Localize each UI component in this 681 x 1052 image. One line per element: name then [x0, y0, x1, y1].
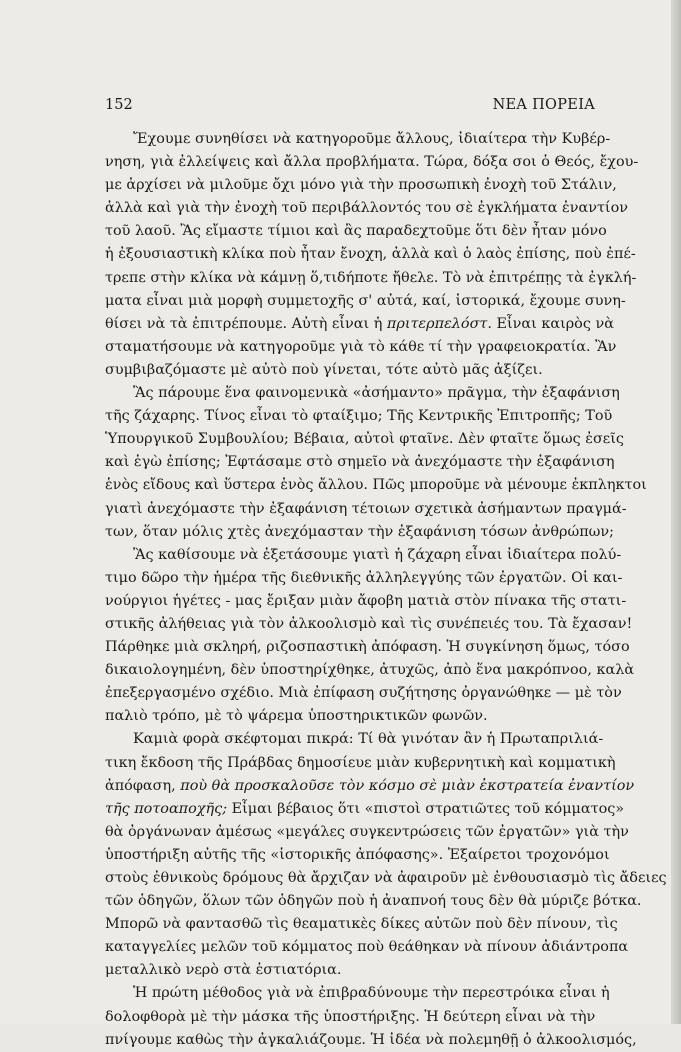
text-run: τοῦ λαοῦ. Ἂς εἴμαστε τίμιοι καὶ ἂς παραδεχτοῦμε ὅτι δὲν ἦταν μόνο: [105, 223, 607, 240]
text-line: [105, 174, 617, 197]
text-line: [105, 775, 635, 798]
text-run: τρεπε στὴν κλίκα νὰ κάμνῃ ὅ,τιδήποτε ἤθελε. Τὸ νὰ ἐπιτρέπῃς τὰ ἐγκλή-: [105, 269, 637, 286]
text-run: Ἂς καθίσουμε νὰ ἐξετάσουμε γιατὶ ἡ ζάχαρη εἶναι ἰδιαίτερα πολύ-: [133, 546, 622, 563]
text-run: καταγγελίες μελῶν τοῦ κόμματος ποὺ θεάθηκαν νὰ πίνουν ἀδιάντροπα: [105, 939, 629, 956]
text-line: [105, 1006, 595, 1029]
text-run: Μπορῶ νὰ φαντασθῶ τὶς θεαματικὲς δίκες αὐτῶν ποὺ δὲν πίνουν, τὶς: [105, 916, 618, 933]
text-run: τικη ἔκδοση τῆς Πράβδας δημοσίευε μιὰν κυβερνητικὴ καὶ κομματικὴ: [105, 754, 616, 771]
text-run: νηση, γιὰ ἐλλείψεις καὶ ἄλλα προβλήματα. Τώρα, δόξα σοι ὁ Θεός, ἔχου-: [105, 154, 639, 171]
text-run: στικῆς ἀλήθειας γιὰ τὸν ἀλκοολισμὸ καὶ τὶς συνέπειές του. Τὰ ἔχασαν!: [105, 615, 633, 632]
page-header: [105, 97, 595, 119]
text-run: ἡ ἐξουσιαστικὴ κλίκα ποὺ ἦταν ἔνοχη, ἀλλὰ καὶ ὁ λαὸς ἐπίσης, ποὺ ἐπέ-: [105, 246, 636, 263]
text-run: Ὑπουργικοῦ Συμβουλίου; Βέβαια, αὐτοὶ φταῖνε. Δὲν φταῖτε ὅμως ἐσεῖς: [105, 431, 624, 448]
text-line: [105, 474, 647, 497]
text-line: [105, 913, 618, 936]
italic-run: ποὺ θὰ προσκαλοῦσε τὸν κόσμο σὲ μιὰν ἐκστρατεία ἐναντίον: [180, 777, 635, 794]
text-run: πνίγουμε καθὼς τὴν ἀγκαλιάζουμε. Ἡ ἰδέα νὰ πολεμηθῇ ὁ ἀλκοολισμός,: [105, 1031, 637, 1048]
text-line: [105, 267, 637, 290]
text-line: [105, 728, 604, 751]
text-line: [105, 428, 624, 451]
text-line: [105, 498, 627, 521]
text-run: δολοφθορὰ μὲ τὴν μάσκα τῆς ὑποστήριξης. Ἡ δεύτερη εἶναι νὰ τὴν: [105, 1008, 596, 1025]
text-line: [105, 1029, 637, 1052]
text-line: [105, 359, 595, 382]
text-run: τῆς ζάχαρης. Τίνος εἶναι τὸ φταίξιμο; Τῆς Κεντρικῆς Ἐπιτροπῆς; Τοῦ: [105, 408, 613, 425]
text-run: ματα εἶναι μιὰ μορφὴ συμμετοχῆς σ' αὐτά, καί, ἱστορικά, ἔχουμε συνη-: [105, 292, 626, 309]
text-line: [105, 982, 610, 1005]
text-run: σταματήσουμε νὰ κατηγοροῦμε γιὰ τὸ κάθε τί τὴν γραφειοκρατία. Ἂν: [105, 338, 617, 355]
italic-run: τῆς ποτοαποχῆς;: [105, 800, 228, 817]
text-run: ἐπεξεργασμένο σχέδιο. Μιὰ ἐπίφαση συζήτησης ὀργανώθηκε — μὲ τὸν: [105, 685, 622, 702]
page-number: 152: [105, 97, 133, 113]
text-line: [105, 682, 622, 705]
text-line: [105, 243, 636, 266]
text-run: των, ὅταν μόλις χτὲς ἀνεχόμασταν τὴν ἐξαφάνιση τόσων ἀνθρώπων;: [105, 523, 615, 540]
text-run: γιατὶ ἀνεχόμαστε τὴν ἐξαφάνιση τέτοιων σχετικὰ ἀσήμαντων πραγμά-: [105, 500, 627, 517]
text-run: τῶν ὁδηγῶν, ὅλων τῶν ὁδηγῶν ποὺ ἡ ἀναπνοή τους δὲν θὰ μύριζε βότκα.: [105, 893, 642, 910]
text-line: [105, 128, 611, 151]
text-line: [105, 798, 625, 821]
text-run: δικαιολογημένη, δὲν ὑποστηρίχθηκε, ἀτυχῶς, ἀπὸ ἕνα μακρόπνοο, καλὰ: [105, 662, 635, 679]
page-edge-shadow: [671, 0, 681, 1024]
text-line: [105, 544, 622, 567]
text-run: Ἡ πρώτη μέθοδος γιὰ νὰ ἐπιβραδύνουμε τὴν περεστρόικα εἶναι ἡ: [133, 985, 610, 1002]
text-run: ἀλλὰ καὶ γιὰ τὴν ἐνοχὴ τοῦ περιβάλλοντός του σὲ ἐγκλήματα ἐναντίον: [105, 200, 628, 217]
text-run: ἀπόφαση,: [105, 777, 181, 794]
text-run: συμβιβαζόμαστε μὲ αὐτὸ ποὺ γίνεται, τότε αὐτὸ μᾶς ἀξίζει.: [105, 361, 543, 378]
text-run: Καμιὰ φορὰ σκέφτομαι πικρά: Τί θὰ γινόταν ἂν ἡ Πρωταπριλιά-: [133, 731, 604, 748]
text-run: παλιὸ τρόπο, μὲ τὸ ψάρεμα ὑποστηρικτικῶν φωνῶν.: [105, 708, 488, 725]
text-line: [105, 151, 639, 174]
text-run: ὑποστήριξη αὐτῆς τῆς «ἱστορικῆς ἀπόφασης». Ἐξαίρετοι τροχονόμοι: [105, 846, 610, 863]
text-run: θὰ ὀργάνωναν ἀμέσως «μεγάλες συγκεντρώσεις τῶν ἐργατῶν» γιὰ τὴν: [105, 823, 629, 840]
text-line: [105, 705, 595, 728]
text-run-after: Εἶμαι βέβαιος ὅτι «πιστοὶ στρατιῶτες τοῦ κόμματος»: [227, 800, 625, 817]
text-line: [105, 867, 667, 890]
text-run: νούργιοι ἡγέτες - μας ἔριξαν μιὰν ἄφοβη ματιὰ στὸν πίνακα τῆς στατι-: [105, 592, 627, 609]
text-line: [105, 936, 629, 959]
body-text: [105, 128, 667, 1052]
text-line: [105, 613, 633, 636]
text-line: [105, 659, 635, 682]
text-line: [105, 451, 615, 474]
text-run: θίσει νὰ τὰ ἐπιτρέπουμε. Αὐτὴ εἶναι ἡ: [105, 315, 387, 332]
text-line: [105, 821, 629, 844]
text-line: [105, 405, 613, 428]
running-title: ΝΕΑ ΠΟΡΕΙΑ: [492, 97, 595, 113]
text-line: [105, 197, 628, 220]
text-line: [105, 752, 616, 775]
text-line: [105, 844, 610, 867]
text-line: [105, 590, 627, 613]
text-run: Ἔχουμε συνηθίσει νὰ κατηγοροῦμε ἄλλους, ἰδιαίτερα τὴν Κυβέρ-: [133, 131, 611, 147]
italic-run: πριτερπελόστ: [386, 315, 488, 332]
text-run: Πάρθηκε μιὰ σκληρή, ριζοσπαστικὴ ἀπόφαση. Ἡ συγκίνηση ὅμως, τόσο: [105, 639, 630, 656]
text-line: [105, 313, 614, 336]
text-line: [105, 382, 620, 405]
text-run: με ἀρχίσει νὰ μιλοῦμε ὄχι μόνο γιὰ τὴν προσωπικὴ ἐνοχὴ τοῦ Στάλιν,: [105, 177, 617, 194]
text-line: [105, 636, 630, 659]
text-line: [105, 220, 607, 243]
text-line: [105, 290, 626, 313]
text-run: ἑνὸς εἴδους καὶ ὕστερα ἑνὸς ἄλλου. Πῶς μποροῦμε νὰ μένουμε ἐκπληκτοι: [105, 477, 647, 494]
text-line: [105, 567, 623, 590]
text-line: [105, 959, 595, 982]
text-line: [105, 336, 617, 359]
text-run: στοὺς ἐθνικοὺς δρόμους θὰ ἄρχιζαν νὰ ἀφαιροῦν μὲ ἐνθουσιασμὸ τὶς ἄδειες: [105, 870, 667, 886]
text-run: Ἂς πάρουμε ἕνα φαινομενικὰ «ἀσήμαντο» πρᾶγμα, τὴν ἐξαφάνιση: [133, 385, 620, 402]
text-run: καὶ ἐγὼ ἐπίσης; Ἐφτάσαμε στὸ σημεῖο νὰ ἀνεχόμαστε τὴν ἐξαφάνιση: [105, 454, 615, 471]
text-run: τιμο δῶρο τὴν ἡμέρα τῆς διεθνικῆς ἀλληλεγγύης τῶν ἐργατῶν. Οἱ και-: [105, 569, 623, 586]
text-line: [105, 521, 615, 544]
text-line: [105, 890, 642, 913]
text-run-after: . Εἶναι καιρὸς νὰ: [487, 315, 614, 332]
text-run: μεταλλικὸ νερὸ στὰ ἑστιατόρια.: [105, 962, 342, 979]
